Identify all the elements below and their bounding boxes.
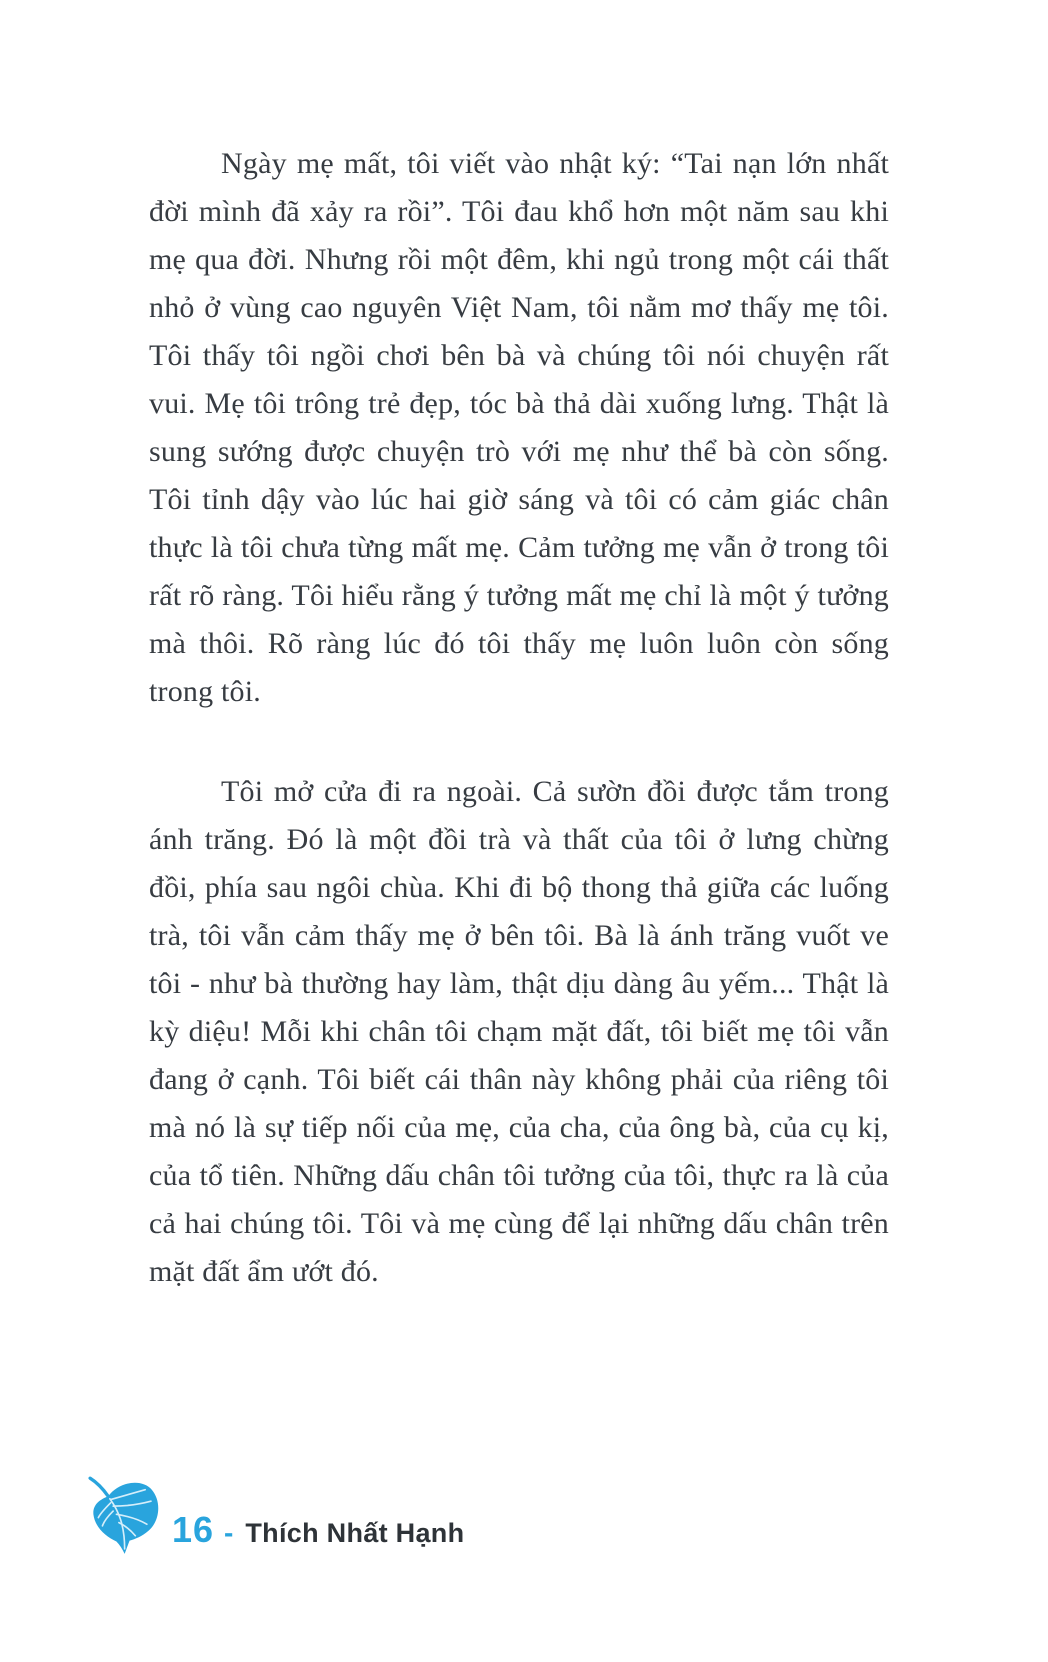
author-name: Thích Nhất Hạnh (245, 1518, 465, 1548)
footer-separator: - (224, 1517, 234, 1548)
paragraph: Tôi mở cửa đi ra ngoài. Cả sườn đồi được tắm trong ánh trăng. Đó là một đồi trà và thất của tôi ở lưng chừng đồi, phía sau ngôi chùa. Khi đi bộ thong thả giữa các luống trà, tôi vẫn cảm thấy mẹ ở bên tôi. Bà là ánh trăng vuốt ve tôi - như bà thường hay làm, thật dịu dàng âu yếm... Thật là kỳ diệu! Mỗi khi chân tôi chạm mặt đất, tôi biết mẹ tôi vẫn đang ở cạnh. Tôi biết cái thân này không phải của riêng tôi mà nó là sự tiếp nối của mẹ, của cha, của ông bà, của cụ kị, của tổ tiên. Những dấu chân tôi tưởng của tôi, thực ra là của cả hai chúng tôi. Tôi và mẹ cùng để lại những dấu chân trên mặt đất ẩm ướt đó. (149, 775, 889, 1288)
footer-caption (172, 1509, 464, 1551)
page-text (149, 140, 889, 1348)
paragraph: Ngày mẹ mất, tôi viết vào nhật ký: “Tai nạn lớn nhất đời mình đã xảy ra rồi”. Tôi đau khổ hơn một năm sau khi mẹ qua đời. Nhưng rồi một đêm, khi ngủ trong một cái thất nhỏ ở vùng cao nguyên Việt Nam, tôi nằm mơ thấy mẹ tôi. Tôi thấy tôi ngồi chơi bên bà và chúng tôi nói chuyện rất vui. Mẹ tôi trông trẻ đẹp, tóc bà thả dài xuống lưng. Thật là sung sướng được chuyện trò với mẹ như thể bà còn sống. Tôi tỉnh dậy vào lúc hai giờ sáng và tôi có cảm giác chân thực là tôi chưa từng mất mẹ. Cảm tưởng mẹ vẫn ở trong tôi rất rõ ràng. Tôi hiểu rằng ý tưởng mất mẹ chỉ là một ý tưởng mà thôi. Rõ ràng lúc đó tôi thấy mẹ luôn luôn còn sống trong tôi. (149, 147, 889, 708)
page-footer (86, 1474, 464, 1558)
bodhi-leaf-icon (86, 1474, 160, 1558)
page-number: 16 (172, 1509, 215, 1550)
